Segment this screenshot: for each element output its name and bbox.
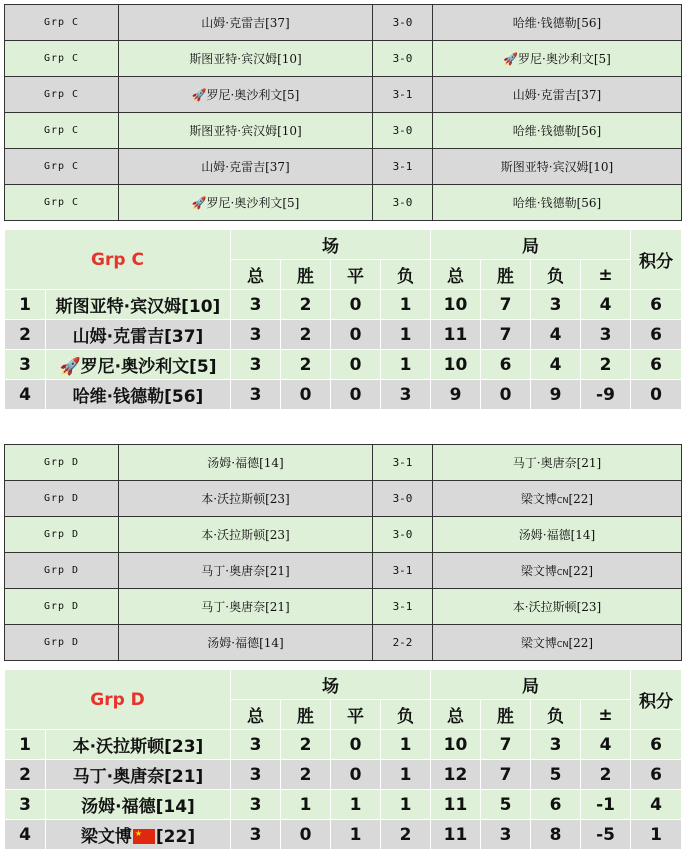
stat-cell: 6 [481, 350, 531, 380]
match-player-2 [433, 553, 682, 589]
group-c-match-list [4, 4, 682, 221]
group-title: Grp D [5, 670, 231, 730]
match-group: Grp C [5, 5, 119, 41]
player-name-part: 梁文博 [520, 492, 557, 506]
points-cell: 6 [631, 760, 682, 790]
stat-cell: -5 [581, 820, 631, 850]
match-row [5, 553, 682, 589]
col-header: 胜 [481, 260, 531, 290]
seed: [22] [155, 827, 196, 847]
stat-cell: 11 [431, 790, 481, 820]
rank: 2 [5, 320, 46, 350]
match-player-1: 山姆·克雷吉[37] [119, 149, 373, 185]
match-group: Grp D [5, 589, 119, 625]
stat-cell: 4 [531, 320, 581, 350]
stat-cell: 9 [531, 380, 581, 410]
points-cell: 4 [631, 790, 682, 820]
rank: 2 [5, 760, 46, 790]
stat-cell: 11 [431, 320, 481, 350]
match-score: 3-0 [373, 481, 433, 517]
stat-cell: 2 [281, 730, 331, 760]
country-code: CN [556, 640, 569, 649]
stat-cell: 0 [281, 380, 331, 410]
points-cell: 6 [631, 320, 682, 350]
stat-cell: 0 [331, 320, 381, 350]
stat-cell: 1 [381, 730, 431, 760]
match-player-1: 马丁·奥唐奈[21] [119, 589, 373, 625]
stat-cell: 3 [231, 790, 281, 820]
country-code: CN [556, 496, 569, 505]
match-group: Grp D [5, 445, 119, 481]
stat-cell: 3 [531, 730, 581, 760]
stat-cell: 5 [481, 790, 531, 820]
rank: 3 [5, 350, 46, 380]
points-cell: 6 [631, 290, 682, 320]
col-header: 负 [381, 260, 431, 290]
points-cell: 6 [631, 350, 682, 380]
stat-cell: 1 [331, 820, 381, 850]
points-header: 积分 [631, 670, 682, 730]
player-name: 山姆·克雷吉[37] [46, 320, 231, 350]
match-score: 3-1 [373, 589, 433, 625]
standings-row [5, 290, 682, 320]
stat-cell: 2 [281, 760, 331, 790]
seed: [22] [568, 564, 594, 578]
match-player-1: 斯图亚特·宾汉姆[10] [119, 113, 373, 149]
col-header: 负 [531, 260, 581, 290]
col-header: 胜 [281, 260, 331, 290]
country-code: CN [556, 568, 569, 577]
match-player-2: 🚀罗尼·奥沙利文[5] [433, 41, 682, 77]
rank: 3 [5, 790, 46, 820]
match-row [5, 625, 682, 661]
match-player-1: 🚀罗尼·奥沙利文[5] [119, 185, 373, 221]
standings-row [5, 380, 682, 410]
col-header: 负 [381, 700, 431, 730]
china-flag-icon [133, 829, 155, 844]
stat-cell: 9 [431, 380, 481, 410]
match-player-2: 斯图亚特·宾汉姆[10] [433, 149, 682, 185]
matches-header: 场 [231, 230, 431, 260]
match-row [5, 5, 682, 41]
points-cell: 0 [631, 380, 682, 410]
standings-row [5, 730, 682, 760]
match-group: Grp C [5, 77, 119, 113]
match-row [5, 41, 682, 77]
match-score: 3-1 [373, 553, 433, 589]
stat-cell: 3 [531, 290, 581, 320]
stat-cell: 1 [331, 790, 381, 820]
stat-cell: 12 [431, 760, 481, 790]
col-header: ± [581, 260, 631, 290]
col-header: 平 [331, 260, 381, 290]
stat-cell: 2 [281, 350, 331, 380]
rank: 1 [5, 290, 46, 320]
stat-cell: 0 [331, 290, 381, 320]
stat-cell: 1 [381, 290, 431, 320]
stat-cell: 5 [531, 760, 581, 790]
standings-row [5, 790, 682, 820]
stat-cell: 2 [581, 350, 631, 380]
player-name: 哈维·钱德勒[56] [46, 380, 231, 410]
group-d-match-list [4, 444, 682, 661]
points-cell: 1 [631, 820, 682, 850]
stat-cell: 0 [481, 380, 531, 410]
stat-cell: 4 [531, 350, 581, 380]
col-header: 总 [231, 260, 281, 290]
match-group: Grp C [5, 113, 119, 149]
match-score: 3-1 [373, 445, 433, 481]
stat-cell: 2 [281, 290, 331, 320]
match-row [5, 481, 682, 517]
player-name: 🚀罗尼·奥沙利文[5] [46, 350, 231, 380]
player-name [46, 820, 231, 850]
stat-cell: 3 [581, 320, 631, 350]
player-name: 汤姆·福德[14] [46, 790, 231, 820]
stat-cell: 3 [381, 380, 431, 410]
points-header: 积分 [631, 230, 682, 290]
stat-cell: -1 [581, 790, 631, 820]
match-score: 3-1 [373, 149, 433, 185]
match-row [5, 589, 682, 625]
player-name-part: 梁文博 [520, 636, 557, 650]
seed: [22] [568, 492, 594, 506]
stat-cell: 10 [431, 730, 481, 760]
stat-cell: 7 [481, 760, 531, 790]
match-row [5, 113, 682, 149]
standings-row [5, 320, 682, 350]
stat-cell: 0 [331, 760, 381, 790]
stat-cell: 1 [381, 350, 431, 380]
stat-cell: 2 [581, 760, 631, 790]
stat-cell: 0 [331, 380, 381, 410]
group-title: Grp C [5, 230, 231, 290]
match-group: Grp C [5, 185, 119, 221]
stat-cell: 0 [331, 730, 381, 760]
points-cell: 6 [631, 730, 682, 760]
stat-cell: 3 [231, 350, 281, 380]
col-header: ± [581, 700, 631, 730]
stat-cell: 3 [231, 820, 281, 850]
match-player-2: 汤姆·福德[14] [433, 517, 682, 553]
stat-cell: 8 [531, 820, 581, 850]
match-player-1: 本·沃拉斯顿[23] [119, 481, 373, 517]
match-player-1: 山姆·克雷吉[37] [119, 5, 373, 41]
match-player-2: 哈维·钱德勒[56] [433, 185, 682, 221]
match-score: 3-0 [373, 5, 433, 41]
match-group: Grp D [5, 517, 119, 553]
player-name: 斯图亚特·宾汉姆[10] [46, 290, 231, 320]
match-player-2: 本·沃拉斯顿[23] [433, 589, 682, 625]
col-header: 平 [331, 700, 381, 730]
stat-cell: 3 [231, 760, 281, 790]
stat-cell: 7 [481, 730, 531, 760]
stat-cell: 3 [231, 290, 281, 320]
match-row [5, 445, 682, 481]
match-score: 3-1 [373, 77, 433, 113]
match-group: Grp D [5, 553, 119, 589]
match-player-1: 汤姆·福德[14] [119, 625, 373, 661]
match-group: Grp C [5, 41, 119, 77]
match-player-2: 哈维·钱德勒[56] [433, 113, 682, 149]
match-group: Grp D [5, 481, 119, 517]
stat-cell: 1 [381, 320, 431, 350]
match-player-2: 哈维·钱德勒[56] [433, 5, 682, 41]
match-row [5, 185, 682, 221]
col-header: 负 [531, 700, 581, 730]
match-group: Grp D [5, 625, 119, 661]
col-header: 胜 [481, 700, 531, 730]
rank: 1 [5, 730, 46, 760]
standings-row [5, 820, 682, 850]
stat-cell: 7 [481, 290, 531, 320]
stat-cell: 1 [381, 790, 431, 820]
match-row [5, 149, 682, 185]
match-score: 3-0 [373, 517, 433, 553]
stat-cell: 3 [231, 320, 281, 350]
match-player-2 [433, 625, 682, 661]
seed: [22] [568, 636, 594, 650]
stat-cell: 1 [281, 790, 331, 820]
match-row [5, 77, 682, 113]
standings-row [5, 350, 682, 380]
stat-cell: 1 [381, 760, 431, 790]
match-score: 2-2 [373, 625, 433, 661]
match-group: Grp C [5, 149, 119, 185]
stat-cell: 3 [231, 380, 281, 410]
stat-cell: 2 [381, 820, 431, 850]
match-score: 3-0 [373, 185, 433, 221]
match-player-1: 汤姆·福德[14] [119, 445, 373, 481]
stat-cell: 6 [531, 790, 581, 820]
stat-cell: 4 [581, 730, 631, 760]
match-score: 3-0 [373, 41, 433, 77]
stat-cell: 10 [431, 350, 481, 380]
stat-cell: 2 [281, 320, 331, 350]
stat-cell: 3 [481, 820, 531, 850]
group-c-standings [4, 229, 682, 410]
frames-header: 局 [431, 670, 631, 700]
player-name-part: 梁文博 [520, 564, 557, 578]
col-header: 胜 [281, 700, 331, 730]
match-player-2: 马丁·奥唐奈[21] [433, 445, 682, 481]
col-header: 总 [231, 700, 281, 730]
stat-cell: 11 [431, 820, 481, 850]
col-header: 总 [431, 260, 481, 290]
stat-cell: 10 [431, 290, 481, 320]
stat-cell: 0 [331, 350, 381, 380]
match-player-1: 本·沃拉斯顿[23] [119, 517, 373, 553]
rank: 4 [5, 380, 46, 410]
match-player-1: 斯图亚特·宾汉姆[10] [119, 41, 373, 77]
player-name: 本·沃拉斯顿[23] [46, 730, 231, 760]
match-row [5, 517, 682, 553]
group-d-standings [4, 669, 682, 850]
col-header: 总 [431, 700, 481, 730]
stat-cell: 7 [481, 320, 531, 350]
match-score: 3-0 [373, 113, 433, 149]
stat-cell: 3 [231, 730, 281, 760]
frames-header: 局 [431, 230, 631, 260]
match-player-2 [433, 481, 682, 517]
stat-cell: 4 [581, 290, 631, 320]
player-name-part: 梁文博 [80, 827, 132, 847]
matches-header: 场 [231, 670, 431, 700]
stat-cell: 0 [281, 820, 331, 850]
standings-row [5, 760, 682, 790]
rank: 4 [5, 820, 46, 850]
stat-cell: -9 [581, 380, 631, 410]
match-player-1: 马丁·奥唐奈[21] [119, 553, 373, 589]
match-player-1: 🚀罗尼·奥沙利文[5] [119, 77, 373, 113]
match-player-2: 山姆·克雷吉[37] [433, 77, 682, 113]
player-name: 马丁·奥唐奈[21] [46, 760, 231, 790]
